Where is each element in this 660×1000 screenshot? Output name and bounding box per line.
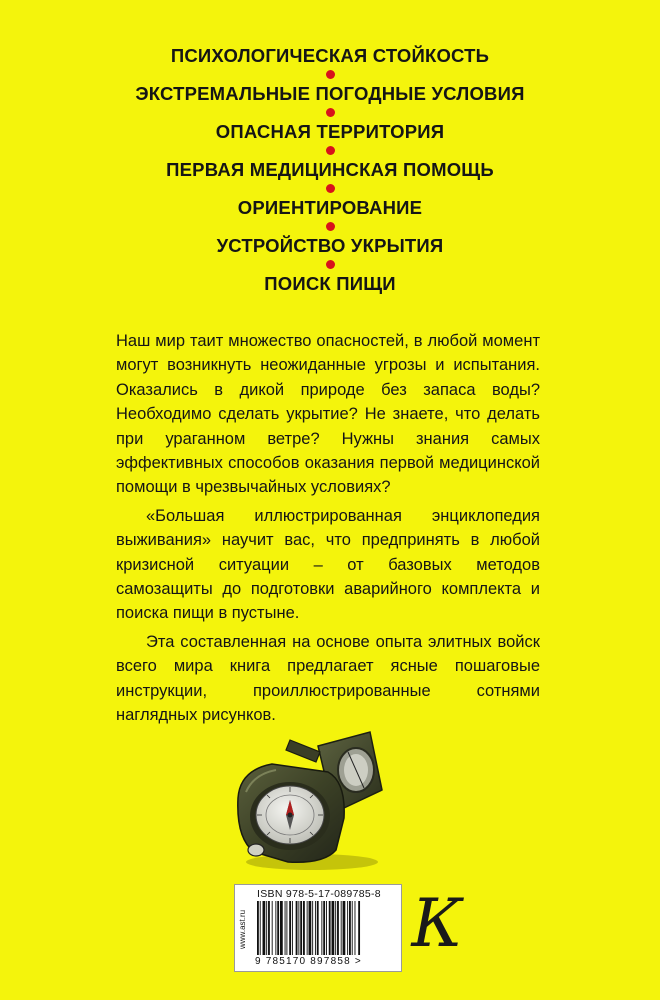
topic-orientation: ОРИЕНТИРОВАНИЕ <box>237 197 423 218</box>
separator-dot-icon <box>326 260 335 269</box>
isbn-text: ISBN 978-5-17-089785-8 <box>257 888 381 900</box>
topic-first-aid: ПЕРВАЯ МЕДИЦИНСКАЯ ПОМОЩЬ <box>166 159 494 180</box>
separator-dot-icon <box>326 184 335 193</box>
description-paragraph-3: Эта составленная на основе опыта элитных войск всего мира книга предлагает ясные пошаговые инструкции, проиллюстрированные сотнями наглядных рисунков. <box>116 632 540 725</box>
separator-dot-icon <box>326 108 335 117</box>
barcode-label <box>234 884 402 972</box>
separator-dot-icon <box>326 146 335 155</box>
topic-dangerous-terrain: ОПАСНАЯ ТЕРРИТОРИЯ <box>215 121 445 142</box>
topic-food-search: ПОИСК ПИЩИ <box>264 273 396 294</box>
topic-psychological-resilience: ПСИХОЛОГИЧЕСКАЯ СТОЙКОСТЬ <box>170 45 490 66</box>
separator-dot-icon <box>326 222 335 231</box>
publisher-logo: К <box>411 885 463 962</box>
topic-list <box>0 44 660 295</box>
description-paragraph-2: «Большая иллюстрированная энциклопедия выживания» научит вас, что предпринять в любой кризисной ситуации – от базовых методов самозащиты до подготовки аварийного комплекта и поиска пищи в пустыне. <box>116 506 540 623</box>
publisher-site: www.ast.ru <box>238 909 247 949</box>
compass-icon <box>232 726 388 874</box>
topic-shelter: УСТРОЙСТВО УКРЫТИЯ <box>216 235 444 256</box>
ean-digits: 9 785170 897858 > <box>255 956 362 967</box>
barcode-icon <box>255 901 397 955</box>
book-description <box>116 329 540 728</box>
topic-extreme-weather: ЭКСТРЕМАЛЬНЫЕ ПОГОДНЫЕ УСЛОВИЯ <box>135 83 525 104</box>
separator-dot-icon <box>326 70 335 79</box>
description-paragraph-1: Наш мир таит множество опасностей, в любой момент могут возникнуть неожиданные угрозы и испытания. Оказались в дикой природе без запаса воды? Необходимо сделать укрытие? Не знаете, что делать при ураганном ветре? Нужны знания самых эффективных способов оказания первой медицинской помощи в чрезвычайных условиях? <box>116 332 540 497</box>
